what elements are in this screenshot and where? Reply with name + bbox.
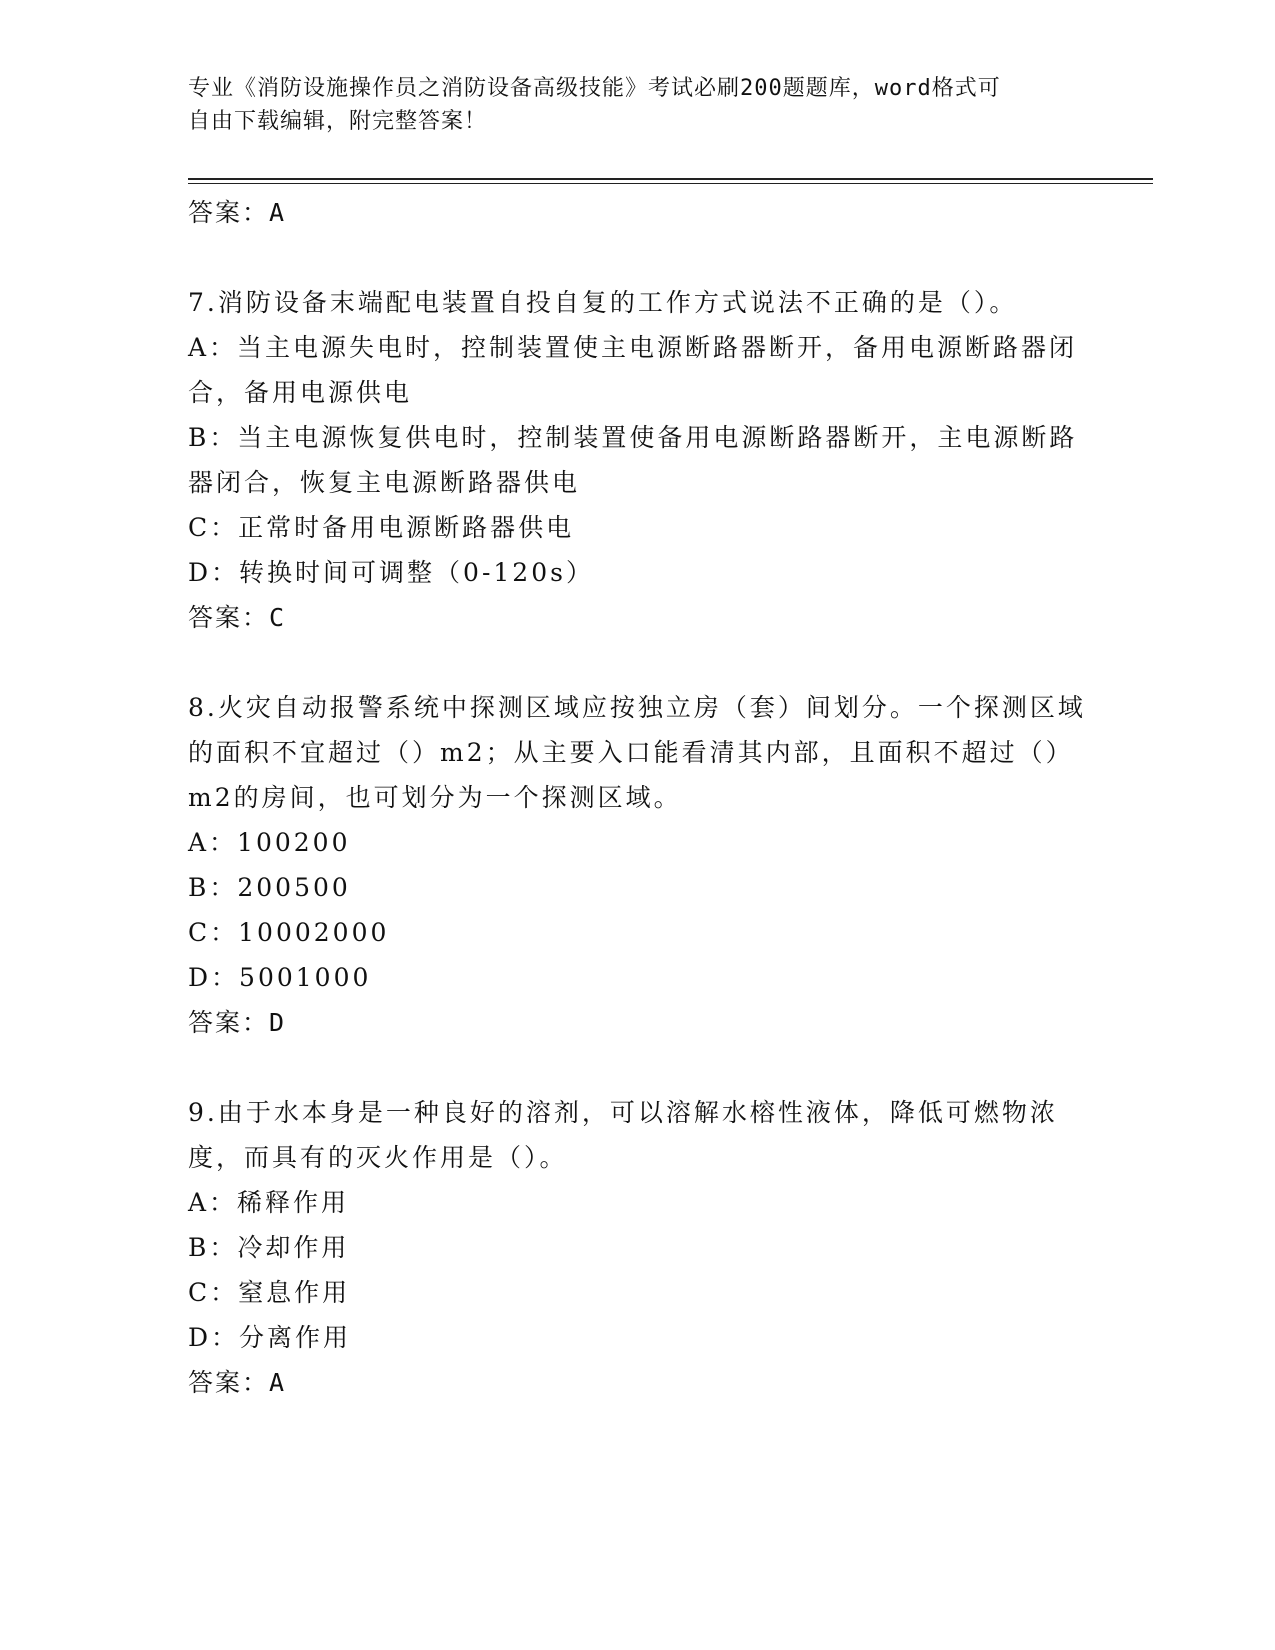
option-b: B：冷却作用 [188,1233,350,1262]
page-header [188,72,1068,138]
option-b: B：200500 [188,873,351,902]
option-c: C：正常时备用电源断路器供电 [188,513,575,542]
header-divider-thick [188,178,1153,180]
answer-label: 答案：D [188,1008,287,1037]
spacer [188,1046,1088,1090]
header-line-1: 专业《消防设施操作员之消防设备高级技能》考试必刷200题题库，word格式可 [188,76,1001,101]
option-a: A：当主电源失电时，控制装置使主电源断路器断开，备用电源断路器闭合，备用电源供电 [188,333,1078,407]
option-a: A：100200 [188,828,351,857]
question-block-9 [188,1090,1088,1406]
spacer [188,641,1088,685]
header-divider-thin [188,183,1153,184]
previous-question-answer: 答案：A [188,198,287,227]
question-text: 9.由于水本身是一种良好的溶剂，可以溶解水榕性液体，降低可燃物浓度，而具有的灭火作用是（）。 [188,1098,1058,1172]
spacer [188,236,1088,280]
question-text: 7.消防设备末端配电装置自投自复的工作方式说法不正确的是（）。 [188,288,1018,317]
answer-label: 答案：A [188,1368,287,1397]
question-list [188,190,1088,1406]
question-text: 8.火灾自动报警系统中探测区域应按独立房（套）间划分。一个探测区域的面积不宜超过（）m2；从主要入口能看清其内部，且面积不超过（）m2的房间，也可划分为一个探测区域。 [188,693,1086,812]
question-block-8 [188,685,1088,1046]
question-block-7 [188,280,1088,641]
option-a: A：稀释作用 [188,1188,350,1217]
option-b: B：当主电源恢复供电时，控制装置使备用电源断路器断开，主电源断路器闭合，恢复主电源断路器供电 [188,423,1078,497]
header-line-2: 自由下载编辑，附完整答案！ [188,109,488,134]
option-d: D：5001000 [188,963,372,992]
answer-label: 答案：C [188,603,287,632]
option-c: C：10002000 [188,918,390,947]
option-d: D：分离作用 [188,1323,352,1352]
option-c: C：窒息作用 [188,1278,351,1307]
option-d: D：转换时间可调整（0-120s） [188,558,594,587]
